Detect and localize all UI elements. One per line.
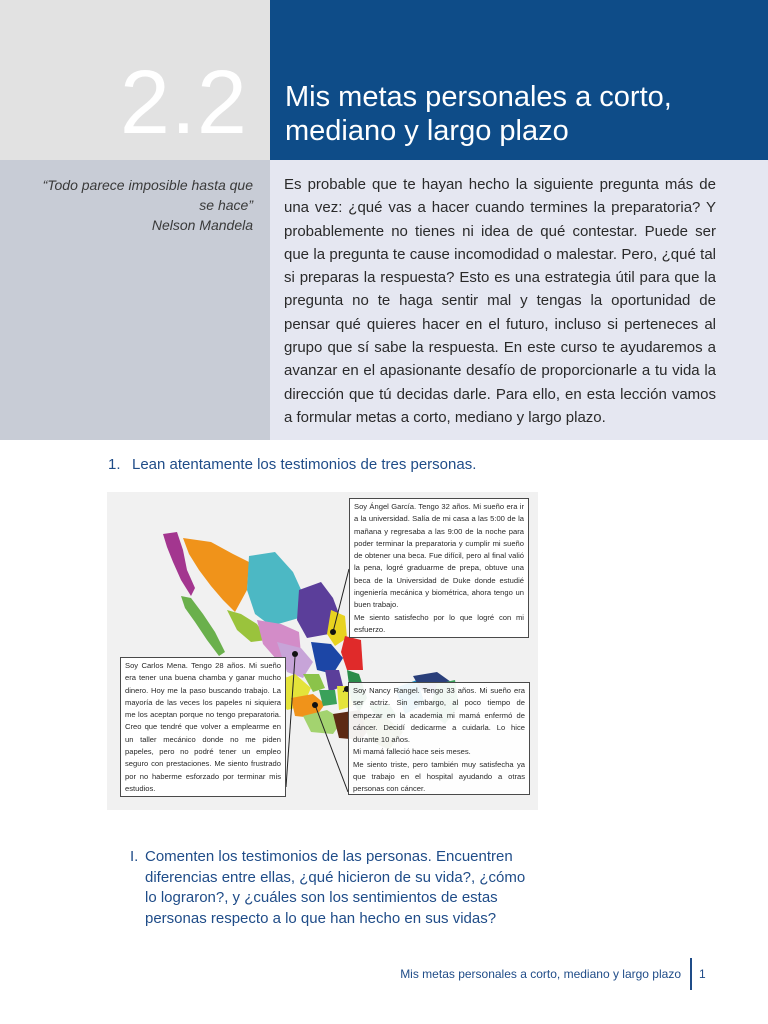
page-number: 1: [699, 967, 706, 981]
map-region-tamaulipas: [341, 636, 363, 670]
testimonial-angel-text: Soy Ángel García. Tengo 32 años. Mi sueño era ir a la universidad. Salía de mi casa a las 5:00 de la mañana y regresaba a las 9:00 de la noche para poder terminar la preparatoria y cumplir mi sueño de obtener una beca. Fue difícil, pero al final valió la pena, logré graduarme de prepa, obtuve una beca de la Universidad de Duke donde estudié ingeniería mecánica y biométrica, ahora tengo un buen trabajo.: [354, 502, 524, 610]
testimonial-angel-feeling: Me siento satisfecho por lo que logré con mi esfuerzo.: [354, 612, 524, 634]
map-region-slp: [311, 642, 343, 674]
section-number: 2.2: [119, 53, 248, 153]
instruction-number: 1.: [108, 456, 121, 473]
header-title-panel: [270, 0, 768, 160]
testimonial-nancy-text: Soy Nancy Rangel. Tengo 33 años. Mi sueño era ser actriz. Sin embargo, al poco tiempo de empezar en la academia mi mamá enfermó de cáncer. Decidí dedicarme a cuidarla. Lo hice durante 10 años.: [353, 686, 525, 745]
footer-divider: [690, 958, 692, 990]
activity-text: Comenten los testimonios de las personas. Encuentren diferencias entre ellas, ¿qué hicieron de su vida?, ¿cómo lo lograron?, y ¿cuáles son los sentimientos de estas personas respecto a lo que han hecho en sus vidas?: [145, 848, 526, 927]
header-number-panel: [0, 0, 270, 160]
instruction: [108, 455, 476, 475]
instruction-text: Lean atentamente los testimonios de tres personas.: [132, 456, 477, 473]
testimonials-figure: [107, 492, 538, 810]
connector-dot-angel: [330, 629, 336, 635]
quote: [33, 175, 253, 235]
activity-bullet: I.: [130, 848, 139, 865]
page-title: Mis metas personales a corto, mediano y largo plazo: [285, 81, 672, 147]
connector-dot-carlos: [292, 651, 298, 657]
testimonial-carlos-text: Soy Carlos Mena. Tengo 28 años. Mi sueño era tener una buena chamba y ganar mucho dinero. Hoy me la paso buscando trabajo. La mayoría de las veces los papeles ni siquiera me los aceptan porque no tengo preparatoria. Creo que tendré que volver a emplearme en un taller mecánico donde no me piden papeles, pero no podré tener un empleo seguro con prestaciones. Me siento frustrado por no haberme esforzado por terminar mis estudios.: [125, 661, 281, 793]
quote-panel: [0, 160, 270, 440]
testimonial-nancy-loss: Mi mamá falleció hace seis meses.: [353, 747, 471, 757]
footer-title: Mis metas personales a corto, mediano y largo plazo: [400, 967, 681, 981]
testimonial-nancy-feeling: Me siento triste, pero también muy satisfecha ya que trabajo en el hospital ayudando a otras personas con cáncer.: [353, 759, 525, 794]
intro-panel: [270, 160, 768, 440]
intro-paragraph: Es probable que te hayan hecho la siguiente pregunta más de una vez: ¿qué vas a hacer cuando termines la preparatoria? Y probablemente no tienes ni idea de qué contestar. Puede ser que la pregunta te cause incomodidad o malestar. Pero, ¿qué tal si preparas la respuesta? Esto es una estrategia útil para que la pregunta no te haga sentir mal y tengas la oportunidad de pensar qué quieres hacer en el futuro, incluso si perteneces al grupo que sí sabe la respuesta. En este curso te ayudaremos a avanzar en el apasionante desafío de proporcionarle a tu vida la dirección que tú decidas darle. Para ello, en esta lección vamos a formular metas a corto, mediano y largo plazo.: [284, 176, 716, 426]
testimonial-carlos: [120, 657, 286, 797]
activity-item: [130, 847, 540, 929]
quote-text: “Todo parece imposible hasta que se hace”: [42, 177, 253, 213]
map-region-baja-sur: [181, 596, 225, 656]
map-region-chihuahua: [247, 552, 303, 626]
connector-dot-nancy: [312, 702, 318, 708]
testimonial-angel: [349, 498, 529, 638]
quote-author: Nelson Mandela: [151, 217, 253, 233]
testimonial-nancy: [348, 682, 530, 795]
